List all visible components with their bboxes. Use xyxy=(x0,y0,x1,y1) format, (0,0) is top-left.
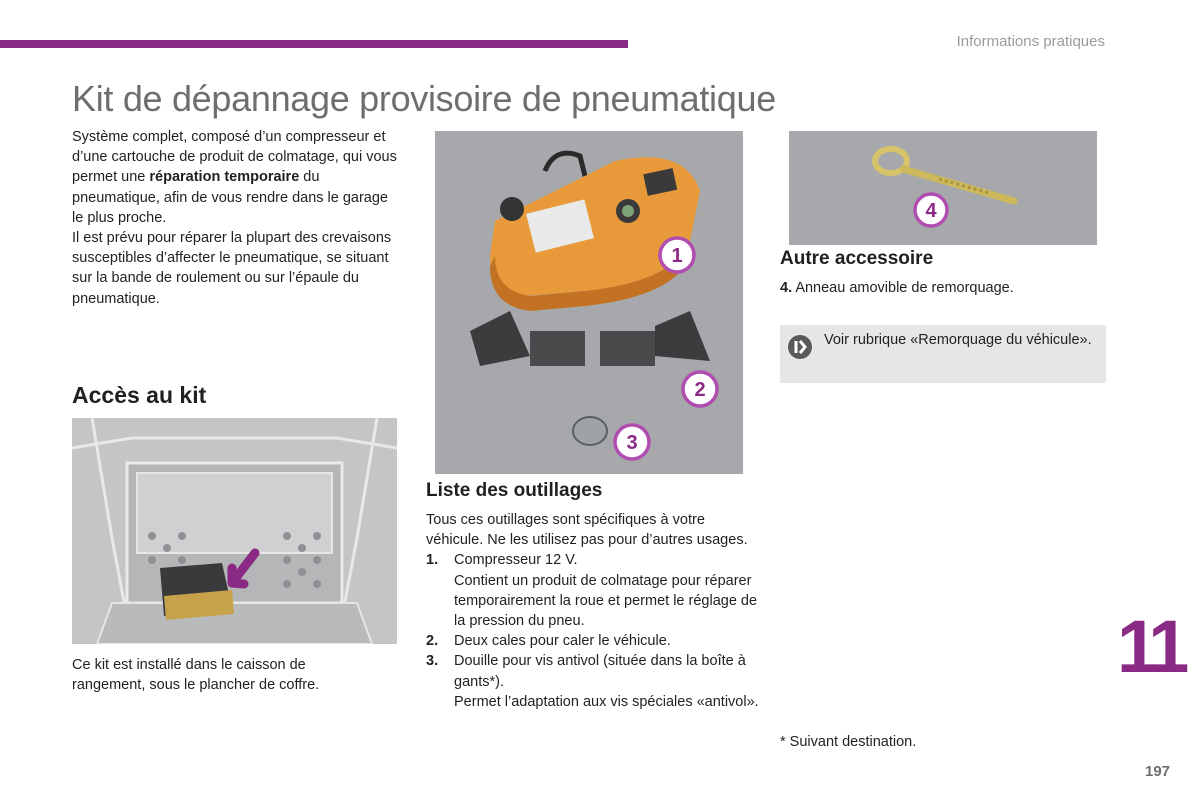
callout-4 xyxy=(915,194,947,226)
callout-1 xyxy=(660,238,694,272)
autre-item-text: Anneau amovible de remorquage. xyxy=(792,280,1014,296)
top-accent-bar xyxy=(0,40,628,48)
svg-text:4: 4 xyxy=(925,200,937,222)
intro-text xyxy=(72,127,402,309)
item-line: Compresseur 12 V. xyxy=(454,552,578,569)
intro-p1-bold: réparation temporaire xyxy=(149,169,300,186)
tool-list-item-3 xyxy=(426,651,761,712)
item-number: 2. xyxy=(426,633,439,650)
intro-p1-end: du pneumatique, afin de vous rendre dans le garage le plus proche. xyxy=(72,169,388,226)
page-title: Kit de dépannage provisoire de pneumatique xyxy=(72,78,776,119)
intro-p2: Il est prévu pour réparer la plupart des crevaisons susceptibles d’affecter le pneumatique, se situant sur la bande de roulement ou sur l’épaule du pneumatique. xyxy=(72,230,392,307)
item-line: Permet l’adaptation aux vis spéciales «antivol». xyxy=(454,693,759,710)
tool-list-item-1 xyxy=(426,550,761,631)
trunk-illustration xyxy=(72,418,397,644)
acces-caption: Ce kit est installé dans le caisson de rangement, sous le plancher de coffre. xyxy=(72,657,320,694)
tool-list xyxy=(426,510,761,712)
page-number: 197 xyxy=(1145,763,1171,780)
towing-eye-illustration xyxy=(789,131,1097,245)
autre-heading: Autre accessoire xyxy=(780,248,934,269)
item-number: 3. xyxy=(426,653,439,670)
arrow-right-icon xyxy=(788,335,812,359)
svg-text:2: 2 xyxy=(694,379,706,401)
footnote: * Suivant destination. xyxy=(780,734,917,750)
autre-item-number: 4. xyxy=(780,280,793,296)
item-number: 1. xyxy=(426,552,439,569)
svg-text:1: 1 xyxy=(671,245,683,267)
svg-text:3: 3 xyxy=(626,432,638,454)
chapter-number: 11 xyxy=(1117,605,1184,688)
autre-item xyxy=(780,278,1014,298)
callout-2 xyxy=(683,372,717,406)
note-text: Voir rubrique «Remorquage du véhicule». xyxy=(824,332,1092,348)
intro-p1-start: Système complet, composé d’un compresseur et d’une cartouche de produit de colmatage, qui vous permet une xyxy=(72,129,397,186)
tool-kit-illustration xyxy=(435,131,743,474)
tool-list-item-2 xyxy=(426,631,761,651)
liste-heading: Liste des outillages xyxy=(426,480,603,501)
liste-intro: Tous ces outillages sont spécifiques à votre véhicule. Ne les utilisez pas pour d’autres usages. xyxy=(426,512,748,549)
section-header: Informations pratiques xyxy=(956,33,1105,50)
tool-list-items xyxy=(426,550,761,712)
cross-reference-note xyxy=(780,325,1106,383)
item-line: Douille pour vis antivol (située dans la boîte à gants*). xyxy=(454,653,746,690)
acces-heading: Accès au kit xyxy=(72,382,207,408)
item-line: Contient un produit de colmatage pour réparer temporairement la roue et permet le réglage de la pression du pneu. xyxy=(454,572,758,630)
callout-3 xyxy=(615,425,649,459)
item-line: Deux cales pour caler le véhicule. xyxy=(454,633,671,650)
